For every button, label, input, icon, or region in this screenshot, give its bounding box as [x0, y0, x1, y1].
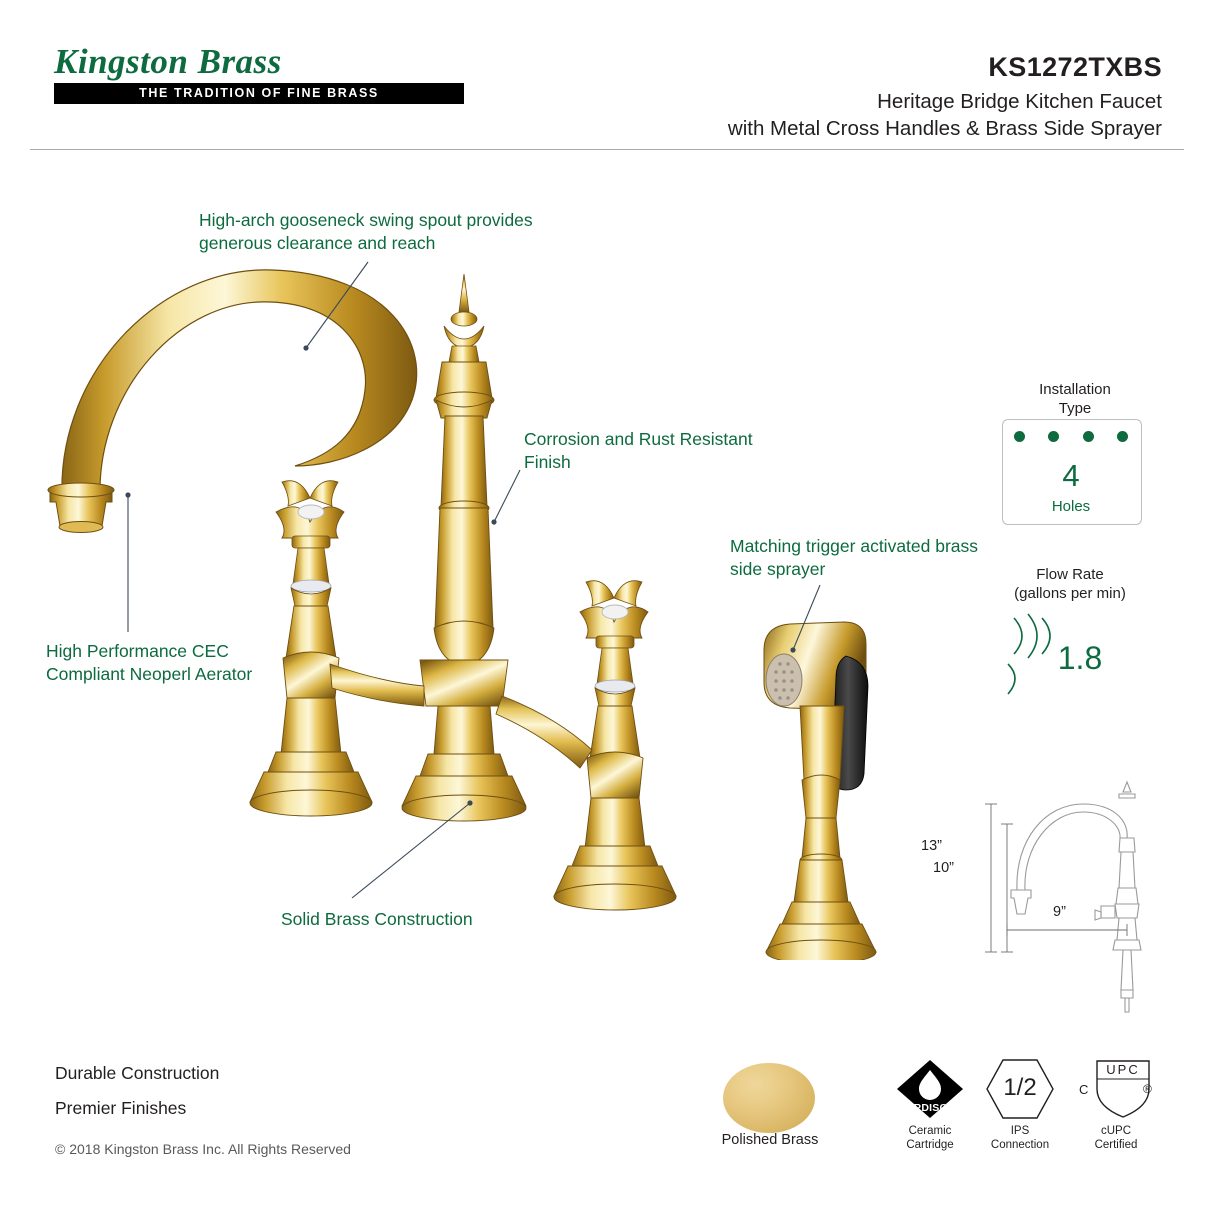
copyright-text: © 2018 Kingston Brass Inc. All Rights Reserved	[55, 1141, 351, 1157]
flow-rate-label-line1: Flow Rate	[1036, 566, 1104, 583]
badge-cupc-caption	[1073, 1124, 1159, 1152]
product-title-line2: with Metal Cross Handles & Brass Side Sprayer	[727, 117, 1162, 141]
brand-name: Kingston Brass	[54, 42, 282, 81]
badge-ips	[985, 1058, 1055, 1122]
badge-cupc-caption-line2: Certified	[1094, 1139, 1138, 1152]
product-illustration	[40, 240, 980, 960]
product-title-line1: Heritage Bridge Kitchen Faucet	[877, 90, 1162, 113]
badge-cupc	[1075, 1058, 1155, 1122]
badge-ips-caption-line1: IPS	[1010, 1125, 1030, 1137]
dimension-drawing	[921, 780, 1180, 1015]
header-divider	[30, 149, 1184, 150]
dimension-height-total: 13”	[921, 838, 942, 854]
callout-spout: High-arch gooseneck swing spout provides generous clearance and reach	[199, 210, 533, 254]
badge-hardisc	[895, 1058, 965, 1122]
center-post	[402, 274, 526, 821]
badge-hardisc-caption-line1: Ceramic	[908, 1125, 952, 1137]
badge-cupc-mark-suffix: ®	[1143, 1082, 1152, 1096]
finish-swatch	[723, 1063, 815, 1133]
callout-finish: Corrosion and Rust Resistant Finish	[524, 429, 753, 473]
certification-badges	[895, 1058, 1185, 1158]
side-sprayer	[764, 622, 876, 960]
badge-hardisc-caption-line2: Cartridge	[906, 1139, 954, 1152]
model-number: KS1272TXBS	[988, 52, 1162, 82]
product-title	[402, 88, 1162, 142]
flow-rate-label-line2: (gallons per min)	[1014, 584, 1126, 602]
badge-cupc-mark: UPC	[1106, 1062, 1140, 1077]
dimension-height-spout: 10”	[933, 860, 954, 876]
badge-cupc-mark-prefix: C	[1079, 1082, 1089, 1097]
badge-cupc-caption-line1: cUPC	[1100, 1125, 1132, 1137]
badge-ips-caption-line2: Connection	[990, 1139, 1050, 1152]
hole-dot-3	[1083, 431, 1094, 442]
badge-hardisc-caption	[887, 1124, 973, 1152]
callout-aerator: High Performance CEC Compliant Neoperl Aerator	[46, 641, 253, 685]
badge-ips-caption	[977, 1124, 1063, 1152]
installation-hole-count: 4	[1062, 458, 1080, 493]
finish-name: Polished Brass	[721, 1132, 819, 1148]
hole-dot-1	[1014, 431, 1025, 442]
badge-ips-mark: 1/2	[1003, 1074, 1037, 1101]
feature-premier-finishes: Premier Finishes	[55, 1098, 187, 1118]
installation-holes-diagram	[1014, 431, 1128, 442]
dimension-reach: 9”	[1053, 904, 1066, 920]
page-header	[0, 0, 1214, 150]
flow-rate-value: 1.8	[1057, 640, 1103, 676]
callout-sprayer: Matching trigger activated brass side sprayer	[730, 536, 979, 580]
installation-type-label-line1: Installation	[1039, 381, 1111, 398]
hole-dot-4	[1117, 431, 1128, 442]
brand-tagline: THE TRADITION OF FINE BRASS	[54, 83, 464, 104]
flow-rate-label	[990, 566, 1150, 604]
hole-dot-2	[1048, 431, 1059, 442]
installation-type-label	[1000, 381, 1150, 419]
callout-brass: Solid Brass Construction	[281, 909, 473, 929]
installation-hole-unit: Holes	[1051, 498, 1091, 515]
installation-type-label-line2: Type	[1058, 399, 1092, 417]
badge-hardisc-mark: HARDISC™	[898, 1102, 958, 1114]
gooseneck-spout	[48, 270, 417, 533]
feature-durable-construction: Durable Construction	[55, 1063, 220, 1083]
